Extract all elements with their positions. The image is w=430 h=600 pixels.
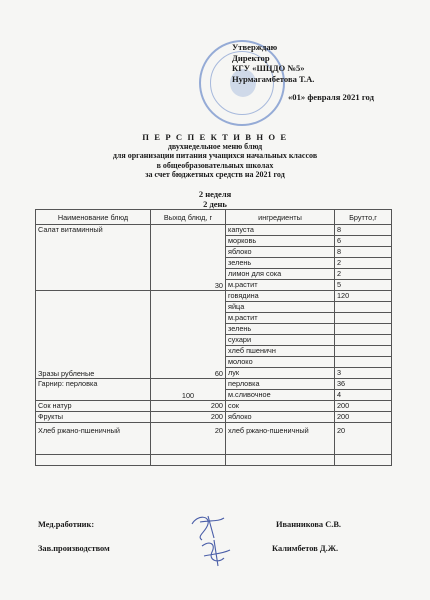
header-cell: Выход блюд, г	[151, 210, 226, 225]
gross: 4	[335, 390, 392, 401]
dish-yield: 100	[151, 379, 226, 401]
document-title	[0, 133, 430, 179]
approval-line: Нурмагамбетова Т.А.	[232, 73, 315, 84]
table-row	[36, 379, 392, 390]
table-row	[36, 291, 392, 302]
dish-name: Салат витаминный	[36, 225, 151, 291]
ingredient: яблоко	[226, 247, 335, 258]
ingredient: хлеб ржано-пшеничный	[226, 423, 335, 455]
ingredient: морковь	[226, 236, 335, 247]
header-cell: Наименование блюд	[36, 210, 151, 225]
gross: 8	[335, 247, 392, 258]
dish-name: Зразы рубленые	[36, 291, 151, 379]
header-cell: Брутто,г	[335, 210, 392, 225]
table-row	[36, 423, 392, 455]
table-row	[36, 225, 392, 236]
gross: 120	[335, 291, 392, 302]
approval-date: «01» февраля 2021 год	[288, 92, 374, 103]
day-label: 2 день	[203, 199, 227, 209]
gross: 8	[335, 225, 392, 236]
ingredient: сок	[226, 401, 335, 412]
gross	[335, 313, 392, 324]
ingredient: хлеб пшеничн	[226, 346, 335, 357]
gross: 5	[335, 280, 392, 291]
gross: 36	[335, 379, 392, 390]
title-line: за счет бюджетных средств на 2021 год	[145, 169, 285, 179]
ingredient: яйца	[226, 302, 335, 313]
table-row-empty	[36, 455, 392, 466]
dish-yield: 60	[151, 291, 226, 379]
gross	[335, 335, 392, 346]
dish-name: Фрукты	[36, 412, 151, 423]
approval-line: Директор	[232, 52, 270, 63]
ingredient: перловка	[226, 379, 335, 390]
gross	[335, 346, 392, 357]
ingredient: м.сливочное	[226, 390, 335, 401]
dish-yield: 30	[151, 225, 226, 291]
ingredient: м.растит	[226, 280, 335, 291]
approval-line: КГУ «ШЦДО №5»	[232, 63, 305, 74]
title-line: в общеобразовательных школах	[156, 160, 274, 170]
title-line: для организации питания учащихся начальных классов	[112, 151, 318, 161]
gross: 2	[335, 258, 392, 269]
production-head-name: Калимбетов Д.Ж.	[272, 544, 339, 553]
gross	[335, 324, 392, 335]
dish-name: Сок натур	[36, 401, 151, 412]
med-worker-label: Мед.работник:	[38, 520, 95, 529]
signature-scribble-2	[196, 536, 236, 570]
production-head-label: Зав.производством	[38, 544, 110, 553]
ingredient: сухари	[226, 335, 335, 346]
header-cell: ингредиенты	[226, 210, 335, 225]
gross: 6	[335, 236, 392, 247]
title-heading: П Е Р С П Е К Т И В Н О Е	[142, 132, 288, 142]
dish-yield: 20	[151, 423, 226, 455]
week-day-label	[0, 189, 430, 209]
dish-name: Хлеб ржано-пшеничный	[36, 423, 151, 455]
ingredient: м.растит	[226, 313, 335, 324]
table-row	[36, 412, 392, 423]
gross: 200	[335, 412, 392, 423]
ingredient: лук	[226, 368, 335, 379]
ingredient: капуста	[226, 225, 335, 236]
table-header-row	[36, 210, 392, 225]
approval-block	[232, 42, 374, 103]
ingredient: зелень	[226, 258, 335, 269]
ingredient: говядина	[226, 291, 335, 302]
ingredient: молоко	[226, 357, 335, 368]
gross	[335, 302, 392, 313]
dish-yield: 200	[151, 401, 226, 412]
menu-table	[35, 209, 392, 466]
ingredient: яблоко	[226, 412, 335, 423]
dish-name: Гарнир: перловка	[36, 379, 151, 401]
gross: 200	[335, 401, 392, 412]
title-line: двухнедельное меню блюд	[167, 142, 263, 152]
gross: 3	[335, 368, 392, 379]
gross	[335, 357, 392, 368]
ingredient: лимон для сока	[226, 269, 335, 280]
gross: 2	[335, 269, 392, 280]
med-worker-name: Иванникова С.В.	[276, 520, 342, 529]
approval-line: Утверждаю	[232, 42, 278, 52]
ingredient: зелень	[226, 324, 335, 335]
gross: 20	[335, 423, 392, 455]
table-row	[36, 401, 392, 412]
dish-yield: 200	[151, 412, 226, 423]
week-label: 2 неделя	[198, 189, 232, 199]
